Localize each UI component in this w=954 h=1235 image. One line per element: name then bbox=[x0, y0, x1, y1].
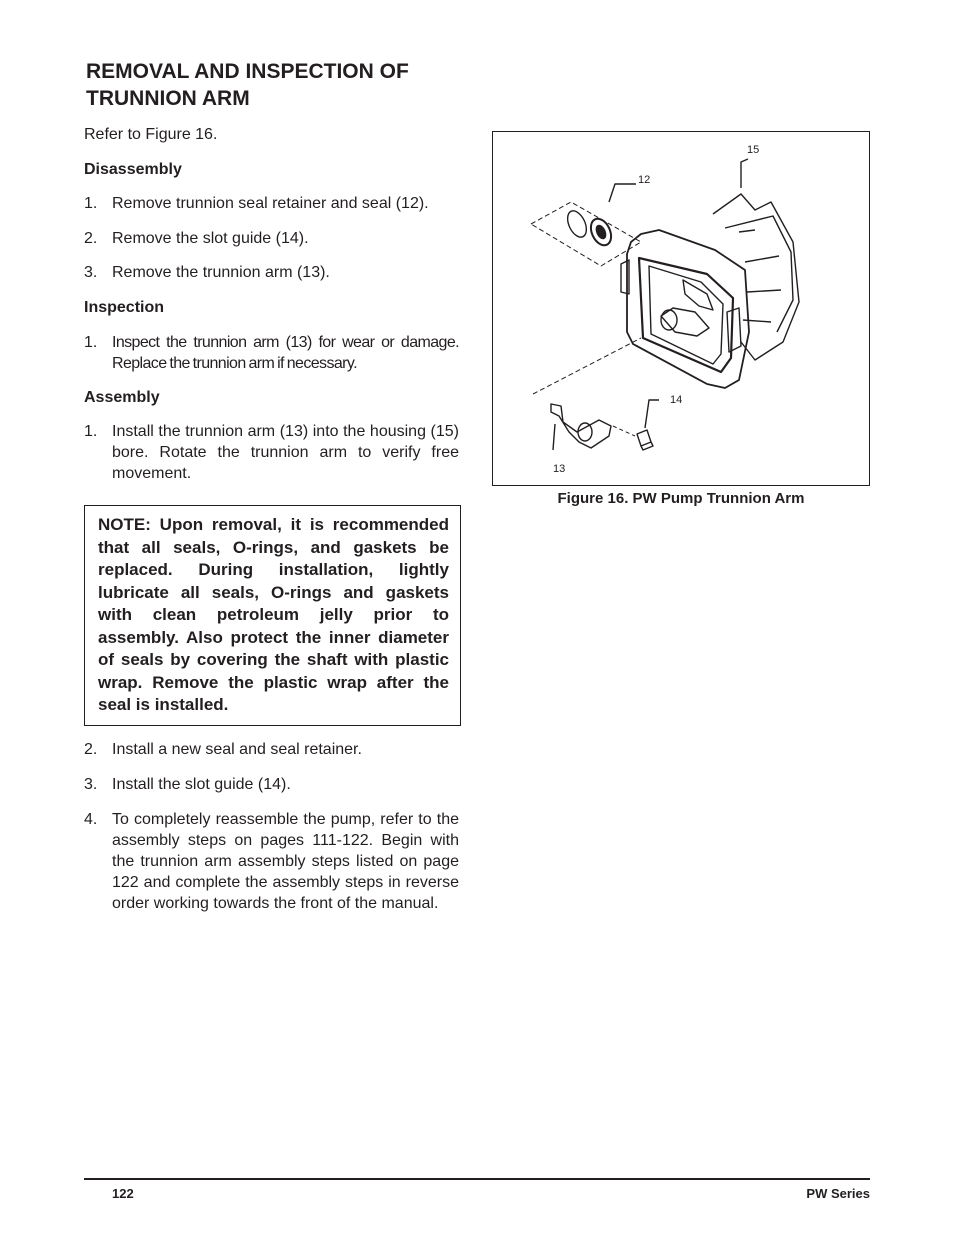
figure-caption: Figure 16. PW Pump Trunnion Arm bbox=[557, 490, 805, 507]
callout-14: 14 bbox=[670, 394, 683, 406]
callout-13: 13 bbox=[553, 463, 566, 475]
figure-frame bbox=[492, 131, 870, 486]
series-label: PW Series bbox=[806, 1186, 870, 1201]
callout-15: 15 bbox=[747, 144, 760, 156]
intro-text: Refer to Figure 16. bbox=[84, 126, 218, 143]
note-box bbox=[84, 505, 461, 726]
note-text: NOTE: Upon removal, it is recommended that all seals, O-rings, and gaskets be replaced. During installation, lightly lubricate all seals, O-rings and gaskets with clean petroleum jelly prior to assembly. Also protect the inner diameter of seals by covering the shaft with plastic wrap. Remove the plastic wrap after the seal is installed. bbox=[98, 515, 449, 714]
assembly-heading: Assembly bbox=[84, 389, 160, 406]
trunnion-arm-illustration bbox=[493, 132, 869, 485]
page-number: 122 bbox=[112, 1186, 134, 1201]
inspection-heading: Inspection bbox=[84, 299, 165, 316]
disassembly-heading: Disassembly bbox=[84, 161, 182, 178]
page-title: REMOVAL AND INSPECTION OF TRUNNION ARM bbox=[86, 60, 409, 110]
callout-12: 12 bbox=[638, 174, 651, 186]
footer-rule bbox=[84, 1178, 870, 1180]
